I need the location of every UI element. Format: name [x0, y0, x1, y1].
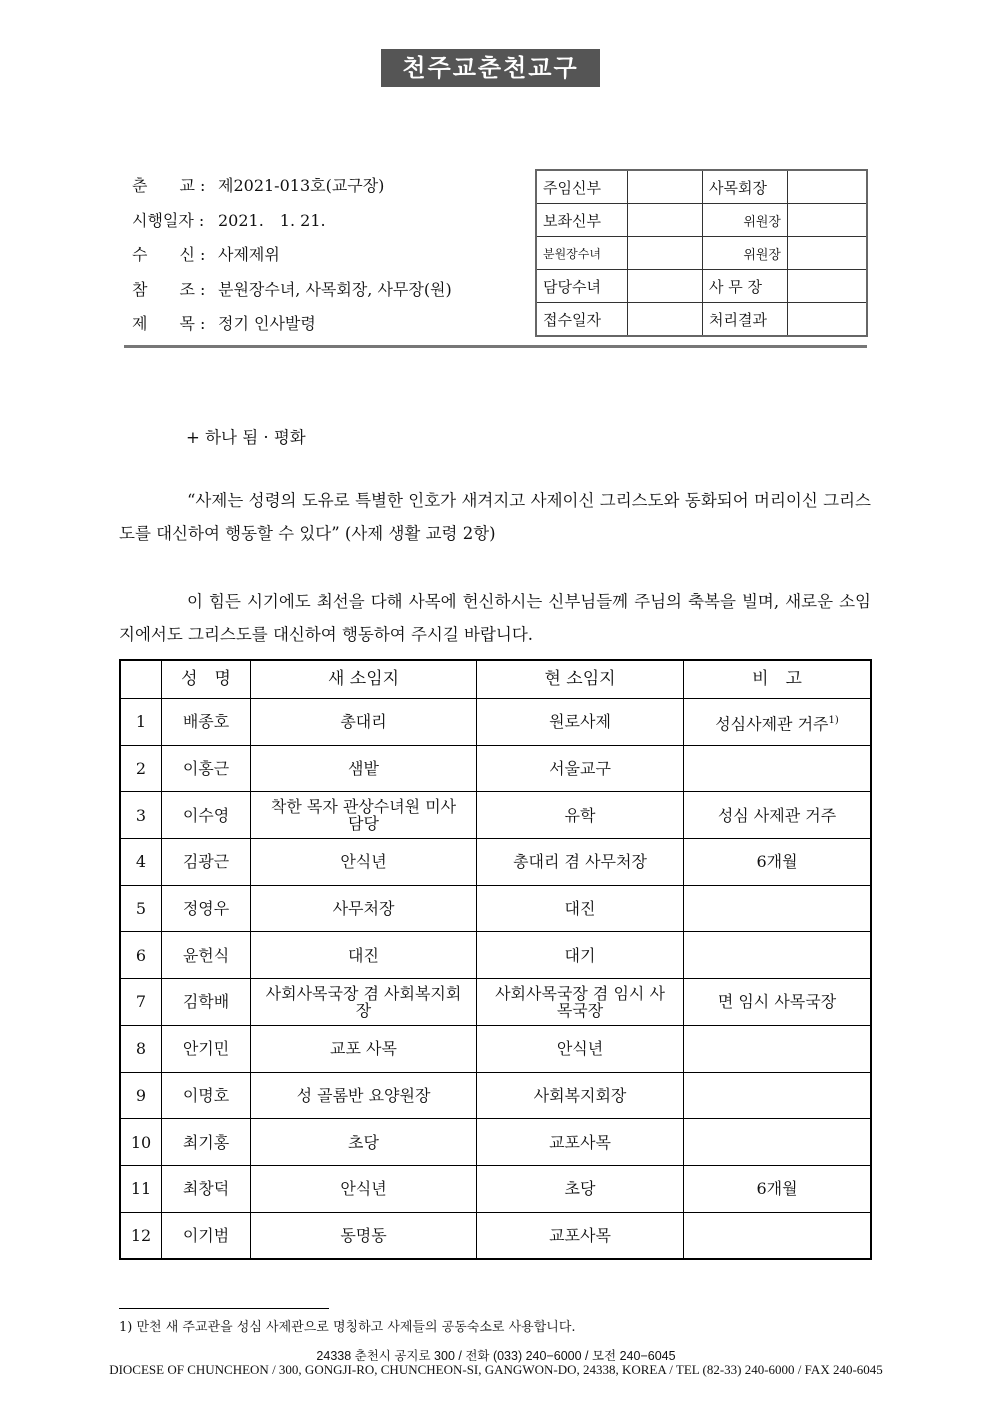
- table-row: [120, 699, 871, 746]
- row-number: 4: [135, 852, 147, 872]
- new-post-cell: [251, 792, 477, 839]
- name-cell: [162, 1119, 251, 1166]
- approval-row: [536, 303, 867, 337]
- remarks: 성심사제관 거주: [715, 714, 829, 733]
- approval-row: [536, 204, 867, 237]
- remarks: 6개월: [756, 852, 798, 872]
- current-post: 사회복지회장: [533, 1085, 627, 1105]
- address-korean: 24338 춘천시 공지로 300 / 전화 (033) 240−6000 / 모전 240−6045: [316, 1349, 676, 1363]
- remarks: 성심 사제관 거주: [717, 805, 837, 825]
- name: 이기범: [182, 1225, 230, 1245]
- meta-key: 제 목 :: [132, 314, 206, 333]
- current-post-cell: [477, 839, 684, 886]
- remarks: 면 임시 사목국장: [717, 992, 837, 1012]
- new-post-cell: [251, 932, 477, 979]
- name-cell: [162, 792, 251, 839]
- name-cell: [162, 745, 251, 792]
- new-post: 사회사목국장 겸 사회복지회장: [265, 983, 462, 1020]
- approval-label: 위원장: [703, 237, 788, 270]
- current-post-cell: [477, 699, 684, 746]
- name: 정영우: [182, 899, 230, 919]
- new-post-cell: [251, 745, 477, 792]
- name-cell: [162, 839, 251, 886]
- row-number-cell: [120, 1119, 162, 1166]
- meta-value: 분원장수녀, 사목회장, 사무장(원): [218, 279, 452, 299]
- new-post-cell: [251, 979, 477, 1026]
- new-post: 착한 목자 관상수녀원 미사 담당: [270, 797, 457, 834]
- approval-sign-cell: [628, 270, 703, 303]
- approval-label: 사 무 장: [703, 270, 788, 303]
- new-post: 안식년: [340, 852, 387, 872]
- current-post: 안식년: [556, 1039, 604, 1059]
- current-post-cell: [477, 979, 684, 1026]
- approval-sign-cell: [788, 237, 868, 270]
- meta-line: [132, 208, 326, 231]
- name: 안기민: [182, 1039, 230, 1059]
- remarks-cell: [684, 1072, 872, 1119]
- row-number: 1: [135, 712, 147, 732]
- header-divider: [124, 345, 867, 348]
- table-row: [120, 932, 871, 979]
- column-header: 현 소임지: [477, 660, 684, 699]
- approval-label: 담당수녀: [536, 270, 628, 303]
- name: 김학배: [182, 992, 230, 1012]
- column-header: 새 소임지: [251, 660, 477, 699]
- name-cell: [162, 932, 251, 979]
- new-post: 동명동: [340, 1225, 387, 1245]
- column-header: 성 명: [162, 660, 251, 699]
- row-number-cell: [120, 1072, 162, 1119]
- meta-line: [132, 173, 384, 196]
- remarks-cell: [684, 1119, 872, 1166]
- current-post: 총대리 겸 사무처장: [513, 852, 647, 872]
- current-post: 원로사제: [549, 712, 611, 732]
- current-post-cell: [477, 792, 684, 839]
- name: 이수영: [182, 805, 230, 825]
- name: 최창덕: [182, 1179, 230, 1199]
- current-post: 사회사목국장 겸 임시 사목국장: [495, 983, 665, 1020]
- current-post-cell: [477, 932, 684, 979]
- new-post-cell: [251, 839, 477, 886]
- approval-sign-cell: [628, 170, 703, 204]
- row-number-cell: [120, 1025, 162, 1072]
- row-number: 8: [135, 1039, 147, 1059]
- current-post-cell: [477, 1119, 684, 1166]
- approval-sign-cell: [628, 204, 703, 237]
- current-post-cell: [477, 745, 684, 792]
- row-number-cell: [120, 932, 162, 979]
- remarks-cell: [684, 699, 872, 746]
- footnote-divider: [119, 1308, 329, 1309]
- new-post: 총대리: [340, 712, 387, 732]
- approval-label: 보좌신부: [536, 204, 628, 237]
- remarks-cell: [684, 1212, 872, 1259]
- name-cell: [162, 699, 251, 746]
- name-cell: [162, 1025, 251, 1072]
- approval-sign-cell: [628, 303, 703, 337]
- name: 윤헌식: [182, 945, 230, 965]
- row-number-cell: [120, 699, 162, 746]
- approval-sign-cell: [788, 270, 868, 303]
- row-number: 6: [135, 945, 147, 965]
- current-post-cell: [477, 1212, 684, 1259]
- current-post-cell: [477, 1025, 684, 1072]
- row-number-cell: [120, 885, 162, 932]
- name-cell: [162, 1072, 251, 1119]
- new-post: 대진: [348, 945, 379, 965]
- diocese-logo: 천주교춘천교구: [381, 49, 600, 87]
- new-post-cell: [251, 1025, 477, 1072]
- remarks-cell: [684, 1025, 872, 1072]
- row-number: 9: [135, 1085, 147, 1105]
- table-row: [120, 839, 871, 886]
- name-cell: [162, 1212, 251, 1259]
- table-row: [120, 745, 871, 792]
- table-row: [120, 1165, 871, 1212]
- quote-paragraph: “사제는 성령의 도유로 특별한 인호가 새겨지고 사제이신 그리스도와 동화되어 머리이신 그리스도를 대신하여 행동할 수 있다” (사제 생활 교령 2항): [119, 491, 871, 543]
- new-post: 초당: [348, 1132, 379, 1152]
- name: 이명호: [182, 1085, 230, 1105]
- approval-sign-cell: [788, 303, 868, 337]
- personnel-table: [119, 659, 872, 1260]
- column-header: 비 고: [684, 660, 872, 699]
- remarks-cell: [684, 1165, 872, 1212]
- new-post-cell: [251, 1165, 477, 1212]
- new-post-cell: [251, 1212, 477, 1259]
- table-row: [120, 1119, 871, 1166]
- row-number: 5: [135, 899, 147, 919]
- current-post: 교포사목: [549, 1225, 611, 1245]
- remarks-cell: [684, 745, 872, 792]
- table-row: [120, 1212, 871, 1259]
- new-post: 사무처장: [332, 899, 395, 919]
- remarks-cell: [684, 885, 872, 932]
- row-number-cell: [120, 1165, 162, 1212]
- new-post-cell: [251, 1119, 477, 1166]
- approval-row: [536, 170, 867, 204]
- name-cell: [162, 979, 251, 1026]
- row-number-cell: [120, 745, 162, 792]
- message-paragraph: 이 힘든 시기에도 최선을 다해 사목에 헌신하시는 신부님들께 주님의 축복을 빌며, 새로운 소임지에서도 그리스도를 대신하여 행동하여 주시길 바랍니다.: [119, 592, 871, 644]
- current-post: 대진: [564, 899, 596, 919]
- current-post: 서울교구: [549, 759, 611, 779]
- new-post-cell: [251, 699, 477, 746]
- approval-label: 사목회장: [703, 170, 788, 204]
- table-row: [120, 885, 871, 932]
- approval-label: 분원장수녀: [536, 237, 628, 270]
- approval-sign-cell: [788, 170, 868, 204]
- row-number-cell: [120, 792, 162, 839]
- greeting: + 하나 됨 · 평화: [186, 428, 306, 447]
- remarks-cell: [684, 839, 872, 886]
- row-number: 11: [130, 1179, 152, 1199]
- table-row: [120, 1025, 871, 1072]
- column-header: [120, 660, 162, 699]
- row-number: 3: [135, 805, 147, 825]
- remarks-cell: [684, 979, 872, 1026]
- current-post-cell: [477, 1165, 684, 1212]
- meta-key: 춘 교 :: [132, 176, 206, 195]
- current-post-cell: [477, 885, 684, 932]
- table-row: [120, 792, 871, 839]
- name: 배종호: [182, 712, 230, 732]
- meta-line: [132, 277, 452, 300]
- table-row: [120, 1072, 871, 1119]
- approval-label: 주임신부: [536, 170, 628, 204]
- approval-row: [536, 237, 867, 270]
- new-post-cell: [251, 1072, 477, 1119]
- footnote-ref: 1): [828, 714, 839, 726]
- approval-sign-cell: [628, 237, 703, 270]
- current-post-cell: [477, 1072, 684, 1119]
- row-number: 7: [135, 992, 147, 1012]
- meta-key: 시행일자 :: [132, 210, 205, 230]
- remarks-cell: [684, 792, 872, 839]
- name-cell: [162, 885, 251, 932]
- remarks-cell: [684, 932, 872, 979]
- approval-row: [536, 270, 867, 303]
- new-post: 성 골롬반 요양원장: [296, 1085, 431, 1105]
- footnote: 1) 만천 새 주교관을 성심 사제관으로 명칭하고 사제들의 공동숙소로 사용합니다.: [119, 1320, 576, 1335]
- current-post: 교포사목: [549, 1132, 611, 1152]
- name: 최기홍: [182, 1132, 230, 1152]
- approval-label: 접수일자: [536, 303, 628, 337]
- meta-value: 사제제위: [218, 245, 280, 264]
- meta-key: 참 조 :: [132, 279, 206, 299]
- meta-value: 제2021-013호(교구장): [218, 176, 385, 195]
- meta-key: 수 신 :: [132, 245, 206, 264]
- row-number: 10: [130, 1132, 152, 1152]
- current-post: 대기: [564, 945, 596, 965]
- name-cell: [162, 1165, 251, 1212]
- new-post-cell: [251, 885, 477, 932]
- name: 이홍근: [182, 759, 230, 779]
- row-number: 12: [130, 1225, 152, 1245]
- row-number-cell: [120, 1212, 162, 1259]
- new-post: 교포 사목: [330, 1039, 397, 1059]
- remarks: 6개월: [756, 1179, 798, 1199]
- approval-sign-cell: [788, 204, 868, 237]
- current-post: 유학: [564, 805, 596, 825]
- current-post: 초당: [564, 1179, 596, 1199]
- meta-value: 2021. 1. 21.: [218, 210, 326, 230]
- approval-label: 위원장: [703, 204, 788, 237]
- meta-value: 정기 인사발령: [218, 314, 316, 333]
- approval-label: 처리결과: [703, 303, 788, 337]
- meta-line: [132, 242, 280, 265]
- row-number-cell: [120, 979, 162, 1026]
- address-english: DIOCESE OF CHUNCHEON / 300, GONGJI-RO, CHUNCHEON-SI, GANGWON-DO, 24338, KOREA / TEL (82-33) 240-6000 / FAX 240-6045: [109, 1362, 883, 1377]
- table-row: [120, 979, 871, 1026]
- row-number-cell: [120, 839, 162, 886]
- name: 김광근: [182, 852, 230, 872]
- meta-line: [132, 311, 316, 334]
- new-post: 샘밭: [348, 759, 379, 779]
- row-number: 2: [135, 759, 147, 779]
- approval-table: [535, 169, 868, 337]
- new-post: 안식년: [340, 1179, 387, 1199]
